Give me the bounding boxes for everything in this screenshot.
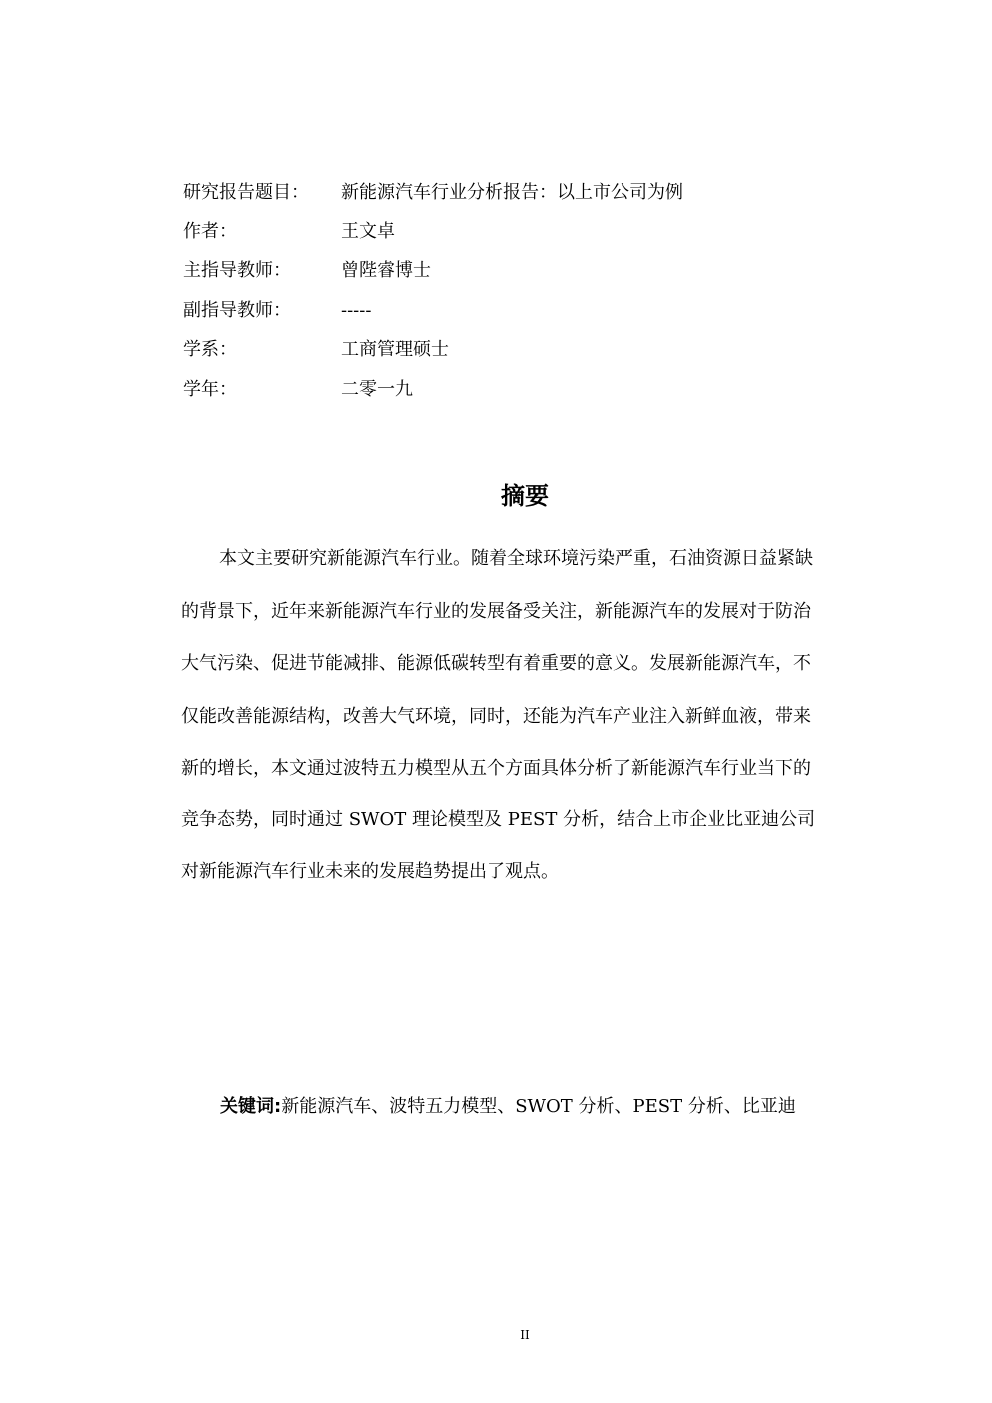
abstract-line: 竞争态势，同时通过 SWOT 理论模型及 PEST 分析，结合上市企业比亚迪公司 <box>181 809 816 830</box>
abstract-line: 对新能源汽车行业未来的发展趋势提出了观点。 <box>181 861 559 882</box>
meta-label: 主指导教师： <box>183 260 291 281</box>
meta-value: 曾陛睿博士 <box>341 260 431 281</box>
meta-label: 副指导教师： <box>183 300 291 321</box>
abstract-line: 的背景下，近年来新能源汽车行业的发展备受关注，新能源汽车的发展对于防治 <box>181 601 811 622</box>
keywords-value: 新能源汽车、波特五力模型、SWOT 分析、PEST 分析、比亚迪 <box>281 1096 796 1117</box>
meta-label: 学系： <box>183 339 237 360</box>
meta-value: 工商管理硕士 <box>341 339 449 360</box>
meta-row-department <box>183 335 449 365</box>
meta-value: 王文卓 <box>341 221 395 242</box>
abstract-line: 大气污染、促进节能减排、能源低碳转型有着重要的意义。发展新能源汽车，不 <box>181 653 811 674</box>
keywords-label: 关键词: <box>220 1096 282 1117</box>
page-number: II <box>520 1328 530 1342</box>
meta-value: ----- <box>341 300 372 321</box>
abstract-line: 新的增长，本文通过波特五力模型从五个方面具体分析了新能源汽车行业当下的 <box>181 758 811 779</box>
meta-row-main-advisor <box>183 256 431 286</box>
abstract-title: 摘要 <box>501 482 549 510</box>
meta-row-academic-year <box>183 375 413 405</box>
keywords <box>220 1092 796 1122</box>
abstract-line: 仅能改善能源结构，改善大气环境，同时，还能为汽车产业注入新鲜血液，带来 <box>181 706 811 727</box>
meta-row-author <box>183 217 395 247</box>
meta-row-title <box>183 178 683 208</box>
meta-label: 作者： <box>183 221 237 242</box>
abstract-line: 本文主要研究新能源汽车行业。随着全球环境污染严重，石油资源日益紧缺 <box>219 548 813 569</box>
meta-row-co-advisor <box>183 296 371 326</box>
meta-label: 研究报告题目： <box>183 182 309 203</box>
meta-label: 学年： <box>183 379 237 400</box>
meta-value: 二零一九 <box>341 379 413 400</box>
meta-value: 新能源汽车行业分析报告：以上市公司为例 <box>341 182 683 203</box>
